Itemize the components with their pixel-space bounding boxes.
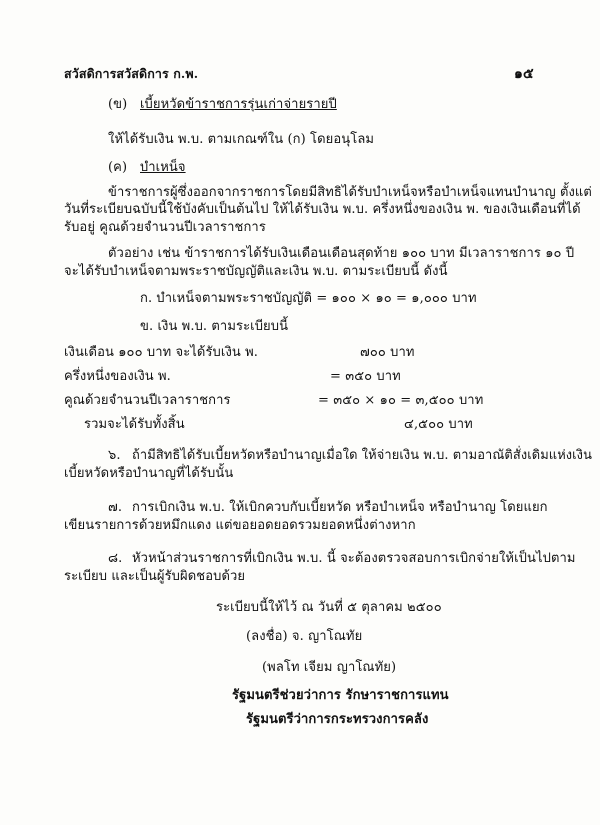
- clause-line: เบี้ยหวัดหรือบำนาญที่ได้รับนั้น: [64, 466, 234, 481]
- section-c-label: (ค): [108, 160, 128, 175]
- signature-line: (ลงชื่อ) จ. ญาโณทัย: [246, 629, 363, 644]
- page-number: ๑๕: [514, 66, 534, 82]
- clause-line: ระเบียบ และเป็นผู้รับผิดชอบด้วย: [64, 569, 246, 584]
- para1-line: วันที่ระเบียบฉบับนี้ใช้บังคับเป็นต้นไป ให้ได้รับเงิน พ.บ. ครึ่งหนึ่งของเงิน พ. ของเงินเดือนที่ได้: [64, 202, 581, 217]
- item-a: ก. บำเหน็จตามพระราชบัญญัติ = ๑๐๐ × ๑๐ = ๑,๐๐๐ บาท: [140, 291, 477, 306]
- signatory-name: (พลโท เจียม ญาโณทัย): [262, 660, 397, 675]
- calc-total-value: ๔,๕๐๐ บาท: [404, 417, 473, 432]
- calc-total-label: รวมจะได้รับทั้งสิ้น: [84, 417, 185, 432]
- signatory-position: รัฐมนตรีช่วยว่าการ รักษาราชการแทน: [232, 688, 449, 703]
- section-c-title: บำเหน็จ: [140, 160, 186, 175]
- para1-line: ข้าราชการผู้ซึ่งออกจากราชการโดยมีสิทธิได้รับบำเหน็จหรือบำเหน็จแทนบำนาญ ตั้งแต่: [108, 185, 592, 200]
- clause-number: ๗.: [108, 500, 123, 515]
- clause-number: ๘.: [108, 551, 123, 566]
- running-header: สวัสดิการสวัสดิการ ก.พ.: [64, 66, 199, 81]
- clause-line: หัวหน้าส่วนราชการที่เบิกเงิน พ.บ. นี้ จะต้องตรวจสอบการเบิกจ่ายให้เป็นไปตาม: [132, 551, 576, 566]
- para2-line: ตัวอย่าง เช่น ข้าราชการได้รับเงินเดือนเดือนสุดท้าย ๑๐๐ บาท มีเวลาราชการ ๑๐ ปี: [108, 246, 575, 261]
- calc-label: คูณด้วยจำนวนปีเวลาราชการ: [64, 393, 231, 408]
- section-b-body: ให้ได้รับเงิน พ.บ. ตามเกณฑ์ใน (ก) โดยอนุโลม: [108, 132, 375, 147]
- calc-label: เงินเดือน ๑๐๐ บาท จะได้รับเงิน พ.: [64, 345, 259, 360]
- calc-value: = ๓๕๐ × ๑๐ = ๓,๕๐๐ บาท: [318, 393, 484, 408]
- clause-line: การเบิกเงิน พ.บ. ให้เบิกควบกับเบี้ยหวัด หรือบำเหน็จ หรือบำนาญ โดยแยก: [132, 500, 548, 515]
- clause-number: ๖.: [108, 448, 121, 463]
- section-b-title: เบี้ยหวัดข้าราชการรุ่นเก่าจ่ายรายปี: [140, 97, 337, 112]
- para1-line: รับอยู่ คูณด้วยจำนวนปีเวลาราชการ: [64, 220, 266, 235]
- item-b: ข. เงิน พ.บ. ตามระเบียบนี้: [140, 319, 289, 334]
- section-b-label: (ข): [108, 97, 128, 112]
- clause-line: ถ้ามีสิทธิได้รับเบี้ยหวัดหรือบำนาญเมื่อใด ให้จ่ายเงิน พ.บ. ตามอาณัติสั่งเดิมแห่งเงิน: [132, 448, 592, 463]
- enactment-date: ระเบียบนี้ให้ไว้ ณ วันที่ ๕ ตุลาคม ๒๕๐๐: [216, 600, 442, 615]
- calc-label: ครึ่งหนึ่งของเงิน พ.: [64, 369, 171, 384]
- signatory-position: รัฐมนตรีว่าการกระทรวงการคลัง: [246, 712, 429, 727]
- calc-value: = ๓๕๐ บาท: [330, 369, 401, 384]
- para2-line: จะได้รับบำเหน็จตามพระราชบัญญัติและเงิน พ.บ. ตามระเบียบนี้ ดังนี้: [64, 264, 448, 279]
- clause-line: เขียนรายการด้วยหมึกแดง แต่ขอยอดยอดรวมยอดหนึ่งต่างหาก: [64, 518, 416, 533]
- calc-value: ๗๐๐ บาท: [360, 345, 415, 360]
